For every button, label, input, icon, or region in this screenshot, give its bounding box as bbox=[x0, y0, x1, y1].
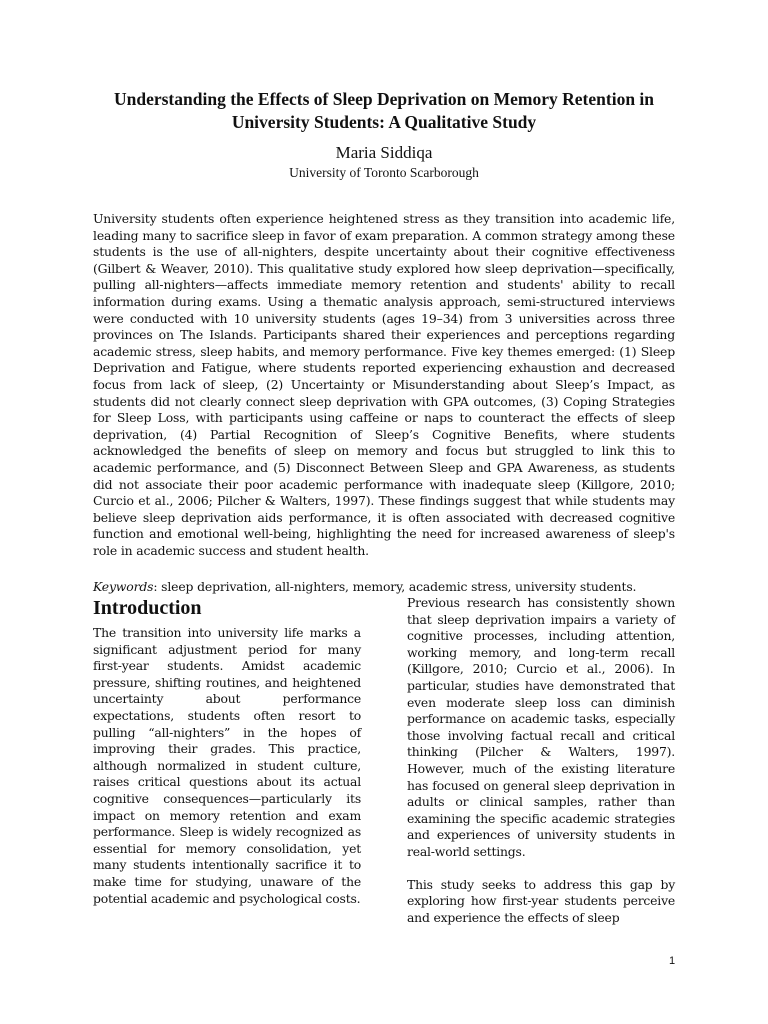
author-name: Maria Siddiqa bbox=[335, 143, 433, 162]
paper-title: Understanding the Effects of Sleep Deprivation on Memory Retention in University Students: A Qualitative Study bbox=[113, 89, 655, 132]
keywords-label: Keywords bbox=[93, 579, 154, 594]
introduction-paragraph-2: Previous research has consistently shown that sleep deprivation impairs a variety of cognitive processes, including attention, working memory, and long-term recall (Killgore, 2010; Curcio et al., 2006). In particular, studies have demonstrated that even moderate sleep loss can diminish performance on academic tasks, especially those involving factual recall and critical thinking (Pilcher & Walters, 1997). However, much of the existing literature has focused on general sleep deprivation in adults or clinical samples, rather than examining the specific academic strategies and experiences of university students in real-world settings. bbox=[407, 595, 675, 859]
abstract: University students often experience heightened stress as they transition into academic life, leading many to sacrifice sleep in favor of exam preparation. A common strategy among these students is the use of all-nighters, despite uncertainty about their cognitive effectiveness (Gilbert & Weaver, 2010). This qualitative study explored how sleep deprivation—specifically, pulling all-nighters—affects immediate memory retention and students' ability to recall information during exams. Using a thematic analysis approach, semi-structured interviews were conducted with 10 university students (ages 19–34) from 3 universities across three provinces on The Islands. Participants shared their experiences and perceptions regarding academic stress, sleep habits, and memory performance. Five key themes emerged: (1) Sleep Deprivation and Fatigue, where students reported experiencing exhaustion and decreased focus from lack of sleep, (2) Uncertainty or Misunderstanding about Sleep’s Impact, as students did not clearly connect sleep deprivation with GPA outcomes, (3) Coping Strategies for Sleep Loss, with participants using caffeine or naps to counteract the effects of sleep deprivation, (4) Partial Recognition of Sleep’s Cognitive Benefits, where students acknowledged the benefits of sleep on memory and focus but struggled to link this to academic performance, and (5) Disconnect Between Sleep and GPA Awareness, as students did not associate their poor academic performance with inadequate sleep (Killgore, 2010; Curcio et al., 2006; Pilcher & Walters, 1997). These findings suggest that while students may believe sleep deprivation aids performance, it is often associated with decreased cognitive function and emotional well-being, highlighting the need for increased awareness of sleep's role in academic success and student health. bbox=[93, 211, 675, 558]
page-number: 1 bbox=[668, 955, 676, 967]
right-column bbox=[407, 595, 675, 926]
keywords-text: : sleep deprivation, all-nighters, memory, academic stress, university students. bbox=[153, 579, 637, 594]
section-heading-introduction: Introduction bbox=[93, 597, 202, 619]
introduction-paragraph-3: This study seeks to address this gap by exploring how first-year students perceive and experience the effects of sleep bbox=[407, 876, 675, 925]
keywords bbox=[93, 579, 675, 596]
left-column bbox=[93, 596, 361, 907]
introduction-paragraph-1: The transition into university life marks a significant adjustment period for many first-year students. Amidst academic pressure, shifting routines, and heightened uncertainty about performance expectations, students often resort to pulling “all-nighters” in the hopes of improving their grades. This practice, although normalized in student culture, raises critical questions about its actual cognitive consequences—particularly its impact on memory retention and exam performance. Sleep is widely recognized as essential for memory consolidation, yet many students intentionally sacrifice it to make time for studying, unaware of the potential academic and psychological costs. bbox=[93, 625, 361, 906]
author-affiliation: University of Toronto Scarborough bbox=[289, 165, 479, 180]
